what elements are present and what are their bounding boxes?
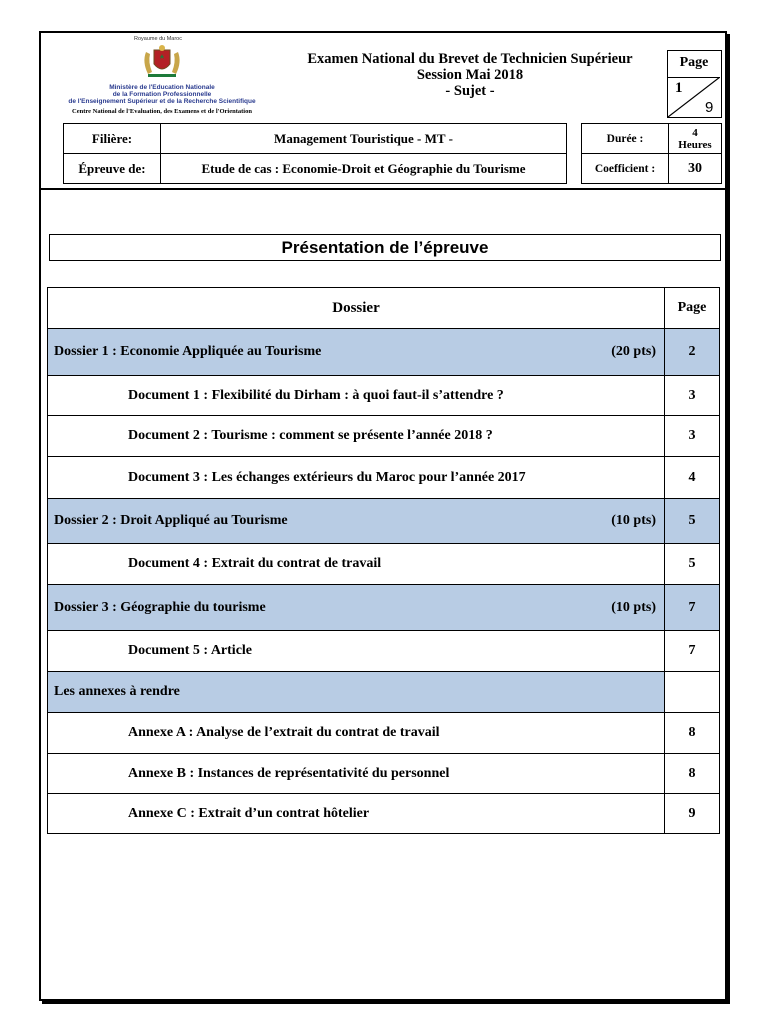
table-row <box>48 416 720 457</box>
ministry-logo <box>52 36 272 116</box>
duree-unit: Heures <box>678 138 712 151</box>
page-number-cell: 8 <box>665 713 720 754</box>
dossier-cell <box>48 499 665 544</box>
dossier-cell <box>48 376 665 416</box>
duree-label: Durée : <box>582 124 669 153</box>
exam-title <box>280 51 660 99</box>
page-label: Page <box>668 51 720 78</box>
exam-title-line-1: Examen National du Brevet de Technicien Supérieur <box>307 51 633 67</box>
dossier-cell <box>48 672 665 713</box>
page-number-box <box>667 50 722 118</box>
section-title: Dossier 3 : Géographie du tourisme <box>54 599 266 615</box>
coefficient-value: 30 <box>688 160 702 176</box>
document-title: Document 4 : Extrait du contrat de travail <box>128 556 382 571</box>
table-row <box>48 376 720 416</box>
document-title: Annexe B : Instances de représentativité du personnel <box>128 765 450 781</box>
section-points: (10 pts) <box>611 599 656 615</box>
page-number-cell: 4 <box>665 457 720 499</box>
document-title: Document 3 : Les échanges extérieurs du Maroc pour l’année 2017 <box>128 469 526 485</box>
dossier-cell <box>48 754 665 794</box>
epreuve-value: Etude de cas : Economie-Droit et Géographie du Tourisme <box>201 160 526 176</box>
document-title: Annexe C : Extrait d’un contrat hôtelier <box>128 805 370 821</box>
table-row <box>48 713 720 754</box>
page-current: 1 <box>675 80 683 96</box>
section-points: (20 pts) <box>611 344 656 359</box>
section-row <box>48 329 720 376</box>
page-number-cell: 8 <box>665 754 720 794</box>
col-page-header: Page <box>665 288 720 329</box>
table-row <box>48 457 720 499</box>
dossier-cell <box>48 329 665 376</box>
page-number-cell <box>665 672 720 713</box>
dossier-cell <box>48 794 665 834</box>
table-row <box>48 631 720 672</box>
page-number-cell: 3 <box>665 376 720 416</box>
dossier-cell <box>48 457 665 499</box>
dossier-cell <box>48 585 665 631</box>
dossiers-table <box>47 287 720 834</box>
page-number-cell: 2 <box>665 329 720 376</box>
filiere-value: Management Touristique - MT - <box>274 130 453 146</box>
table-header-row <box>48 288 720 329</box>
centre-name: Centre National de l'Evaluation, des Examens et de l'Orientation <box>72 108 252 115</box>
ministry-line-3: de l'Enseignement Supérieur et de la Recherche Scientifique <box>68 98 256 105</box>
exam-session: Session Mai 2018 <box>416 67 524 83</box>
exam-subject: - Sujet - <box>445 83 495 99</box>
section-row <box>48 585 720 631</box>
page-number-cell: 5 <box>665 499 720 544</box>
section-title: Dossier 2 : Droit Appliqué au Tourisme <box>54 513 288 528</box>
col-dossier-header: Dossier <box>48 288 665 329</box>
page-number-cell: 3 <box>665 416 720 457</box>
epreuve-box <box>63 153 567 184</box>
page-number-cell: 9 <box>665 794 720 834</box>
section-title: Les annexes à rendre <box>54 684 180 699</box>
coefficient-box <box>581 153 722 184</box>
coefficient-label: Coefficient : <box>582 154 669 183</box>
section-row <box>48 499 720 544</box>
dossier-cell <box>48 713 665 754</box>
section-points: (10 pts) <box>611 513 656 528</box>
header-separator <box>39 188 727 190</box>
section-title: Dossier 1 : Economie Appliquée au Tourisme <box>54 344 322 359</box>
epreuve-label: Épreuve de: <box>64 154 161 183</box>
table-row <box>48 754 720 794</box>
filiere-box <box>63 123 567 154</box>
filiere-label: Filière: <box>64 124 161 153</box>
ministry-name <box>52 84 272 105</box>
ministry-line-1: Ministère de l'Education Nationale <box>109 84 215 91</box>
page-number-cell: 5 <box>665 544 720 585</box>
document-title: Document 5 : Article <box>128 643 253 658</box>
coat-of-arms-icon <box>140 44 184 80</box>
dossier-cell <box>48 631 665 672</box>
dossier-cell <box>48 416 665 457</box>
page-number-cell: 7 <box>665 585 720 631</box>
ministry-line-2: de la Formation Professionnelle <box>112 91 212 98</box>
document-title: Annexe A : Analyse de l’extrait du contrat de travail <box>128 725 440 740</box>
table-row <box>48 794 720 834</box>
duree-hours: 4 <box>692 126 698 139</box>
logo-kingdom: Royaume du Maroc <box>134 36 182 42</box>
document-title: Document 2 : Tourisme : comment se présente l’année 2018 ? <box>128 428 493 443</box>
document-title: Document 1 : Flexibilité du Dirham : à quoi faut-il s’attendre ? <box>128 387 504 403</box>
presentation-title: Présentation de l’épreuve <box>49 234 721 261</box>
table-row <box>48 544 720 585</box>
duree-box <box>581 123 722 154</box>
dossier-cell <box>48 544 665 585</box>
page-number-cell: 7 <box>665 631 720 672</box>
section-row <box>48 672 720 713</box>
page-total: 9 <box>705 99 714 116</box>
duree-value <box>669 124 721 153</box>
